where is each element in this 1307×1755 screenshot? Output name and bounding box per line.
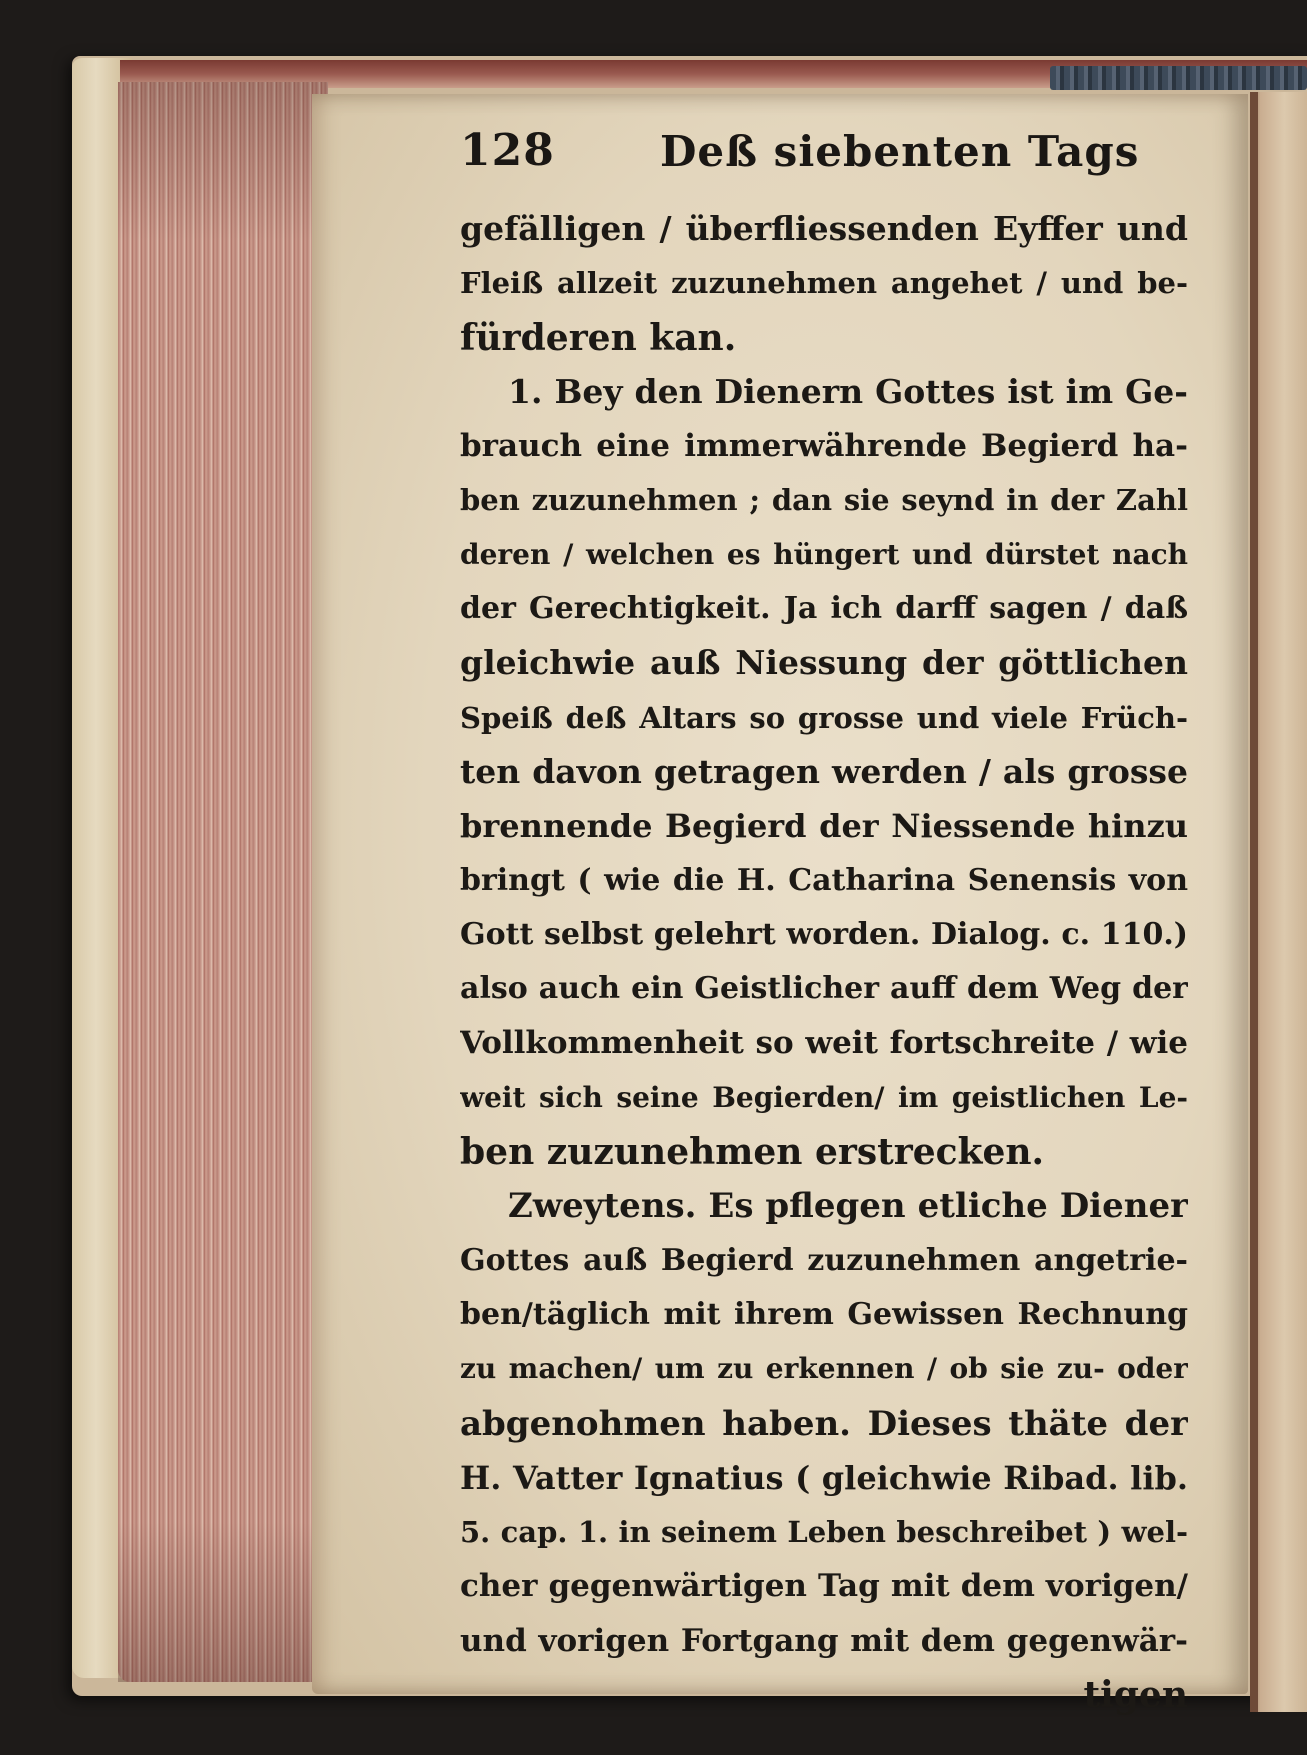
text-line: ben/täglich mit ihrem Gewissen Rechnung: [460, 1296, 1188, 1332]
text-line: H. Vatter Ignatius ( gleichwie Ribad. lib.: [460, 1458, 1188, 1497]
text-line: Zweytens. Es pflegen etliche Diener: [508, 1186, 1188, 1227]
text-line: Gottes auß Begierd zuzunehmen angetrie-: [460, 1242, 1188, 1278]
text-line: deren / welchen es hüngert und dürstet nach: [460, 537, 1188, 571]
text-line: ten davon getragen werden / als grosse: [460, 751, 1188, 791]
text-line: cher gegenwärtigen Tag mit dem vorigen/: [460, 1568, 1188, 1605]
text-line: der Gerechtigkeit. Ja ich darff sagen / daß: [460, 591, 1188, 627]
text-line: gefälligen / überfliessenden Eyffer und: [460, 209, 1188, 248]
text-line: 1. Bey den Dienern Gottes ist im Ge-: [508, 371, 1188, 411]
body-text: [460, 202, 1188, 1722]
page-number: 128: [460, 125, 555, 176]
text-line: Vollkommenheit so weit fortschreite / wie: [460, 1025, 1188, 1062]
facing-page: [1250, 92, 1307, 1712]
catchword: tigen: [1083, 1674, 1188, 1717]
running-head: Deß siebenten Tags: [660, 127, 1140, 176]
text-line: und vorigen Fortgang mit dem gegenwär-: [460, 1622, 1188, 1659]
text-line: abgenohmen haben. Dieses thäte der: [460, 1403, 1188, 1444]
text-line: Gott selbst gelehrt worden. Dialog. c. 110.): [460, 916, 1188, 952]
text-line: also auch ein Geistlicher auff dem Weg der: [460, 971, 1188, 1007]
page-header: [460, 125, 1180, 195]
gutter: [1250, 92, 1258, 1712]
text-line: brauch eine immerwährende Begierd ha-: [460, 428, 1188, 465]
text-line: gleichwie auß Niessung der göttlichen: [460, 643, 1188, 683]
text-line: fürderen kan.: [460, 316, 737, 359]
text-line: zu machen/ um zu erkennen / ob sie zu- oder: [460, 1352, 1188, 1386]
text-line: ben zuzunehmen erstrecken.: [460, 1131, 1045, 1174]
text-line: Speiß deß Altars so grosse und viele Früch-: [460, 700, 1188, 735]
text-line: Fleiß allzeit zuzunehmen angehet / und be-: [460, 266, 1188, 301]
text-line: bringt ( wie die H. Catharina Senensis von: [460, 862, 1188, 898]
text-line: ben zuzunehmen ; dan sie seynd in der Zahl: [460, 483, 1188, 518]
text-line: brennende Begierd der Niessende hinzu: [460, 807, 1188, 846]
bookmark-ribbon: [1050, 66, 1307, 90]
text-line: weit sich seine Begierden/ im geistlichen Le-: [460, 1080, 1188, 1114]
page-edges-shade: [118, 82, 328, 1682]
text-line: 5. cap. 1. in seinem Leben beschreibet ) wel-: [460, 1515, 1188, 1550]
